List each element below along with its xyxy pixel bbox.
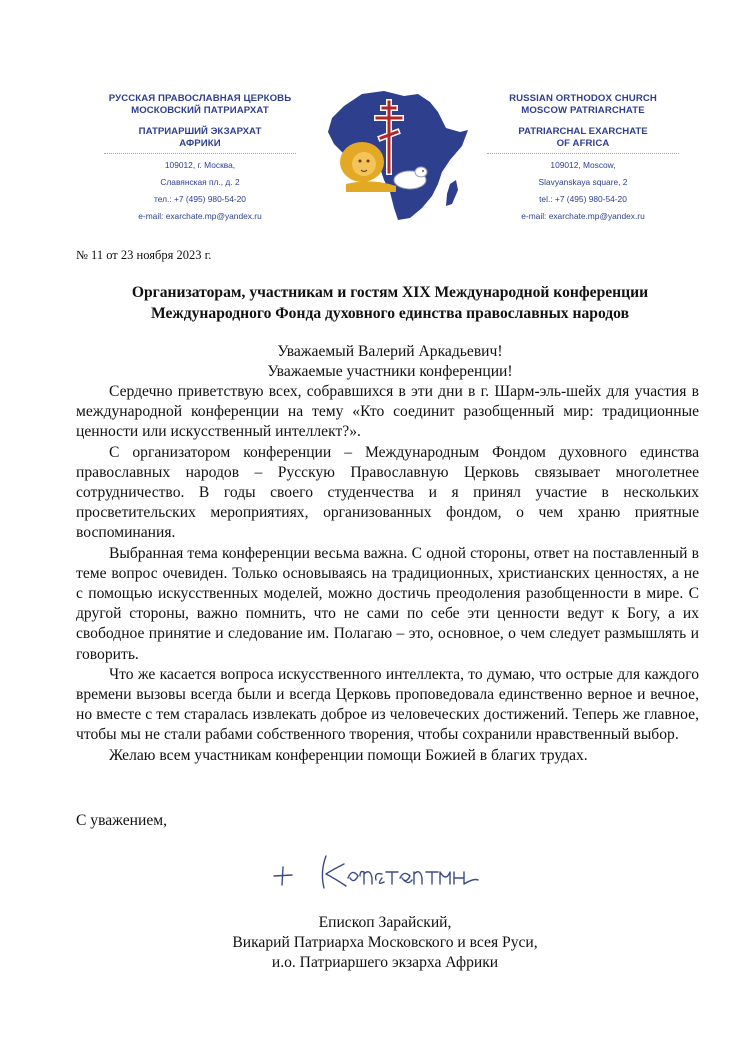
handwritten-signature	[268, 838, 498, 900]
letterhead-left	[100, 93, 300, 222]
exarchate-en-line1: PATRIARCHAL EXARCHATE	[518, 126, 648, 137]
address-ru-line2: Славянская пл., д. 2	[160, 177, 240, 187]
body-paragraph: Желаю всем участникам конференции помощи Божией в благих трудах.	[109, 746, 588, 764]
signer-title-3: и.о. Патриаршего экзарха Африки	[271, 954, 499, 971]
org-name-ru-line2: МОСКОВСКИЙ ПАТРИАРХАТ	[131, 104, 269, 116]
body-paragraph: Сердечно приветствую всех, собравшихся в эти дни в г. Шарм-эль-шейх для участия в международной конференции на тему «Кто соединит разобщенный мир: традиционные ценности или искусственный интеллект?».	[76, 383, 699, 441]
email-ru: e-mail: exarchate.mp@yandex.ru	[138, 211, 262, 221]
address-ru-line1: 109012, г. Москва,	[164, 160, 236, 170]
signer-title-2: Викарий Патриарха Московского и всея Руси,	[232, 934, 538, 951]
letterhead-right	[483, 93, 683, 222]
org-name-en-line2: MOSCOW PATRIARCHATE	[521, 104, 645, 116]
address-en-line2: Slavyanskaya square, 2	[538, 177, 628, 187]
phone-ru: тел.: +7 (495) 980-54-20	[154, 194, 246, 204]
greeting-participants: Уважаемые участники конференции!	[267, 363, 513, 380]
org-name-ru-line1: РУССКАЯ ПРАВОСЛАВНАЯ ЦЕРКОВЬ	[108, 93, 292, 104]
exarchate-ru-line2: АФРИКИ	[179, 137, 221, 149]
letterhead-divider-right	[487, 153, 679, 154]
exarchate-ru-line1: ПАТРИАРШИЙ ЭКЗАРХАТ	[138, 126, 262, 137]
heading-line-1: Организаторам, участникам и гостям XIX Международной конференции	[131, 284, 649, 301]
africa-cross-lion-lamb-emblem-icon	[322, 88, 472, 223]
body-paragraph: Что же касается вопроса искусственного интеллекта, то думаю, что острые для каждого времени вызовы всегда были и всегда Церковь проповедовала единственно верное и вечное, но вместе с тем старалась извлекать доброе из человеческих достижений. Теперь же главное, чтобы мы не стали рабами собственного творения, чтобы сохранили нравственный выбор.	[76, 665, 699, 744]
letter-body	[76, 382, 699, 766]
org-name-en-line1: RUSSIAN ORTHODOX CHURCH	[509, 93, 657, 104]
letterhead-divider-left	[104, 153, 296, 154]
document-number: № 11 от 23 ноября 2023 г.	[76, 248, 212, 262]
body-paragraph: Выбранная тема конференции весьма важна. С одной стороны, ответ на поставленный в теме вопрос очевиден. Только основываясь на традиционных, христианских ценностях, а не с помощью искусственных моделей, можно достичь преодоления разобщенности в мире. С другой стороны, важно помнить, что не сами по себе эти ценности ведут к Богу, а их свободное принятие и следование им. Полагаю – это, основное, о чем следует размышлять и говорить.	[76, 544, 699, 663]
body-paragraph: С организатором конференции – Международным Фондом духовного единства православных народов – Русскую Православную Церковь связывает многолетнее сотрудничество. В годы своего студенчества и я принял участие в нескольких просветительских мероприятиях, организованных фондом, о чем храню приятные воспоминания.	[76, 443, 699, 542]
email-en: e-mail: exarchate.mp@yandex.ru	[521, 211, 645, 221]
address-en-line1: 109012, Moscow,	[550, 160, 616, 170]
signer-title-1: Епископ Зарайский,	[318, 914, 452, 931]
greeting-addressee: Уважаемый Валерий Аркадьевич!	[277, 343, 503, 360]
exarchate-en-line2: OF AFRICA	[556, 137, 610, 149]
closing-phrase: С уважением,	[76, 812, 168, 829]
heading-line-2: Международного Фонда духовного единства православных народов	[150, 305, 630, 322]
phone-en: tel.: +7 (495) 980-54-20	[539, 194, 627, 204]
